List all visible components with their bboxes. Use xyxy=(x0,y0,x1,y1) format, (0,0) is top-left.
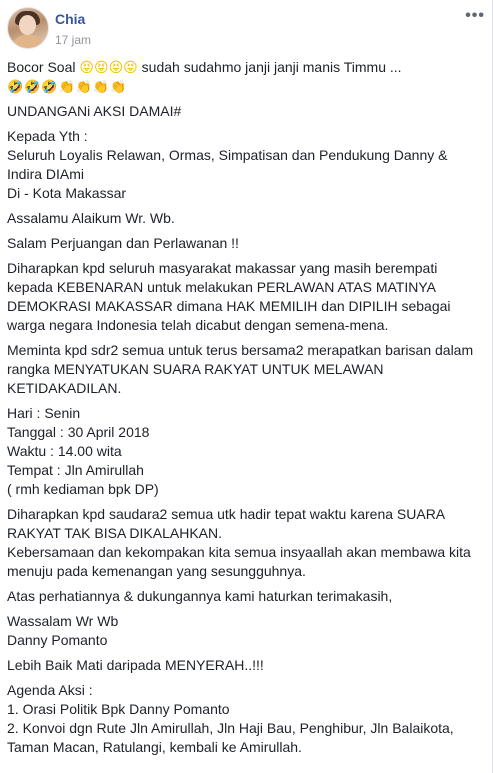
post-header xyxy=(7,7,487,51)
recipient-line: Di - Kota Makassar xyxy=(7,185,127,201)
closing-paragraph xyxy=(7,612,477,650)
schedule-paragraph xyxy=(7,404,477,499)
body-line: Diharapkan kpd saudara2 semua utk hadir tepat waktu karena SUARA xyxy=(7,506,446,522)
headline-paragraph xyxy=(7,58,477,96)
avatar-face xyxy=(19,15,36,35)
agenda-item: 1. Orasi Politik Bpk Danny Pomanto xyxy=(7,701,230,717)
body-paragraph-3 xyxy=(7,505,477,581)
motto-text: Lebih Baik Mati daripada MENYERAH..!!! xyxy=(7,657,264,673)
closing-line: Wassalam Wr Wb xyxy=(7,613,119,629)
body-line: KETIDAKADILAN. xyxy=(7,380,122,396)
post-body xyxy=(7,58,477,763)
author-name[interactable]: Chia xyxy=(55,11,86,27)
author-avatar[interactable] xyxy=(7,7,49,49)
body-line: Kebersamaan dan kekompakan kita semua insyaallah akan membawa kita xyxy=(7,544,471,560)
greeting-text: Assalamu Alaikum Wr. Wb. xyxy=(7,210,175,226)
headline-rest: sudah sudahmo janji janji manis Timmu ... xyxy=(141,59,402,75)
tongue-face-emoji-icon: 😝😝😝😝 xyxy=(79,59,138,75)
body-line: rangka MENYATUKAN SUARA RAKYAT UNTUK MELAWAN xyxy=(7,361,384,377)
thanks-text: Atas perhatiannya & dukungannya kami haturkan terimakasih, xyxy=(7,588,393,604)
body-paragraph-1 xyxy=(7,259,477,335)
schedule-day: Hari : Senin xyxy=(7,405,81,421)
headline-line xyxy=(7,58,477,77)
agenda-heading: Agenda Aksi : xyxy=(7,682,93,698)
recipient-line: Kepada Yth : xyxy=(7,128,88,144)
body-line: warga negara Indonesia telah dicabut dengan semena-mena. xyxy=(7,317,389,333)
thanks-paragraph xyxy=(7,587,477,606)
salute-paragraph xyxy=(7,234,477,253)
headline-text: Bocor Soal xyxy=(7,59,76,75)
agenda-item: Taman Macan, Ratulangi, kembali ke Amirullah. xyxy=(7,739,302,755)
body-line: Meminta kpd sdr2 semua untuk terus bersama2 merapatkan barisan dalam xyxy=(7,342,474,358)
recipient-paragraph xyxy=(7,127,477,203)
schedule-date: Tanggal : 30 April 2018 xyxy=(7,424,150,440)
greeting-paragraph xyxy=(7,209,477,228)
schedule-place-note: ( rmh kediaman bpk DP) xyxy=(7,481,159,497)
recipient-line: Seluruh Loyalis Relawan, Ormas, Simpatisan dan Pendukung Danny & xyxy=(7,147,448,163)
body-line: DEMOKRASI MAKASSAR dimana HAK MEMILIH dan DIPILIH sebagai xyxy=(7,298,451,314)
invitation-title: UNDANGANi AKSI DAMAI# xyxy=(7,103,182,119)
body-line: RAKYAT TAK BISA DIKALAHKAN. xyxy=(7,525,223,541)
agenda-item: 2. Konvoi dgn Rute Jln Amirullah, Jln Haji Bau, Penghibur, Jln Balaikota, xyxy=(7,720,454,736)
closing-signature: Danny Pomanto xyxy=(7,632,108,648)
schedule-time: Waktu : 14.00 wita xyxy=(7,443,122,459)
body-line: menuju pada kemenangan yang sesungguhnya. xyxy=(7,563,306,579)
schedule-place: Tempat : Jln Amirullah xyxy=(7,462,144,478)
post-timestamp[interactable]: 17 jam xyxy=(55,33,92,47)
title-paragraph xyxy=(7,102,477,121)
motto-paragraph xyxy=(7,656,477,675)
more-options-icon[interactable]: ••• xyxy=(465,7,485,24)
reaction-emoji-icon: 🤣🤣🤣👏👏👏👏 xyxy=(7,79,128,94)
avatar-shoulder xyxy=(10,35,46,49)
body-paragraph-2 xyxy=(7,341,477,398)
recipient-line: Indira DIAmi xyxy=(7,166,85,182)
agenda-paragraph xyxy=(7,681,477,757)
body-line: kepada KEBENARAN untuk melakukan PERLAWAN ATAS MATINYA xyxy=(7,279,436,295)
salute-text: Salam Perjuangan dan Perlawanan !! xyxy=(7,235,239,251)
body-line: Diharapkan kpd seluruh masyarakat makassar yang masih berempati xyxy=(7,260,438,276)
